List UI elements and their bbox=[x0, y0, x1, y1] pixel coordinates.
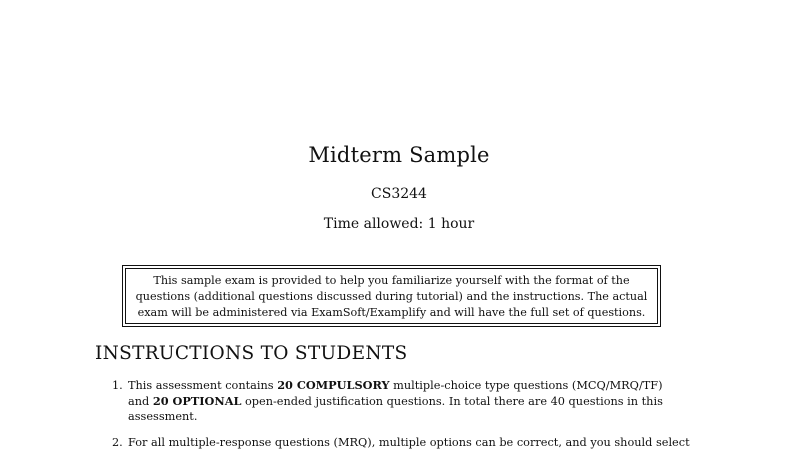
item-line: For all multiple-response questions (MRQ), multiple options can be correct, and you should select bbox=[128, 435, 690, 449]
item-text: This assessment contains bbox=[128, 379, 278, 392]
document-title: Midterm Sample bbox=[308, 143, 490, 167]
notice-box bbox=[122, 265, 661, 327]
item-bold-text: 20 OPTIONAL bbox=[152, 393, 242, 408]
time-allowed: Time allowed: 1 hour bbox=[323, 216, 475, 232]
item-line bbox=[128, 394, 692, 410]
course-code: CS3244 bbox=[371, 186, 427, 202]
notice-line: This sample exam is provided to help you familiarize yourself with the format of the bbox=[153, 274, 630, 287]
section-heading: INSTRUCTIONS TO STUDENTS bbox=[95, 343, 408, 364]
instruction-item bbox=[112, 378, 692, 425]
notice-line: questions (additional questions discussed during tutorial) and the instructions. The actual bbox=[135, 290, 648, 303]
item-text: and bbox=[128, 394, 153, 408]
item-bold-text: 20 COMPULSORY bbox=[277, 378, 390, 392]
item-text: multiple-choice type questions (MCQ/MRQ/TF) bbox=[389, 379, 663, 392]
instruction-item bbox=[112, 435, 692, 451]
notice-text bbox=[125, 268, 658, 324]
notice-line: exam will be administered via ExamSoft/Examplify and will have the full set of questions. bbox=[137, 306, 646, 319]
item-line: assessment. bbox=[128, 410, 198, 423]
item-line bbox=[128, 378, 692, 394]
instructions-list bbox=[112, 378, 692, 460]
item-number: 2. bbox=[112, 435, 123, 449]
item-number: 1. bbox=[112, 379, 123, 392]
item-text: open-ended justification questions. In total there are 40 questions in this bbox=[241, 394, 663, 408]
